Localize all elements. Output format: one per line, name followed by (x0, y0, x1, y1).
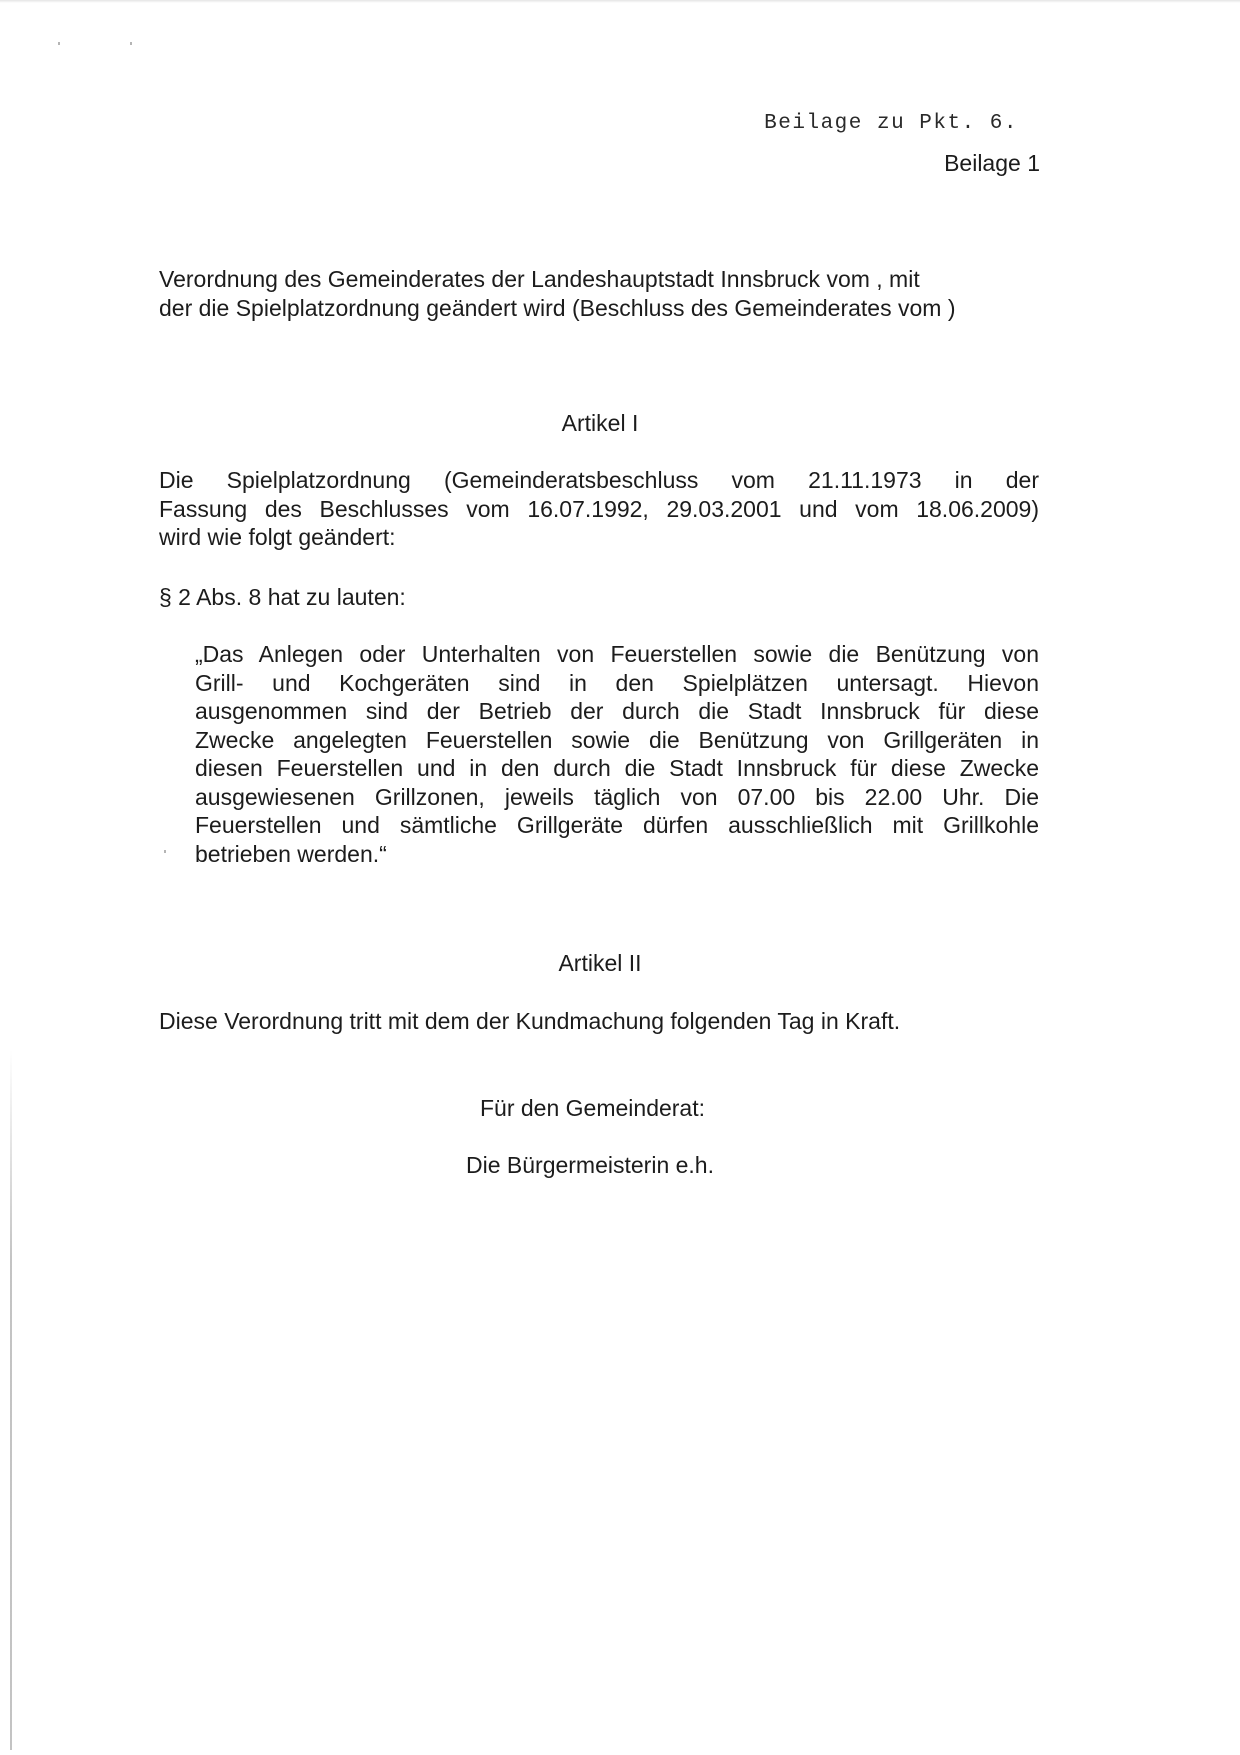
quote-line: ausgenommen sind der Betrieb der durch die Stadt Innsbruck für diese (195, 698, 1039, 724)
title-line: Verordnung des Gemeinderates der Landeshauptstadt Innsbruck vom , mit (159, 266, 920, 292)
quote-line: ausgewiesenen Grillzonen, jeweils täglich von 07.00 bis 22.00 Uhr. Die (195, 783, 1039, 810)
ordinance-title (159, 265, 1039, 322)
amendment-quote (195, 640, 1039, 868)
signature-mayor: Die Bürgermeisterin e.h. (466, 1152, 714, 1178)
scan-edge-left (10, 1050, 12, 1750)
article-2-heading: Artikel II (558, 950, 642, 976)
scan-speck (58, 42, 60, 45)
header-attachment: Beilage 1 (944, 150, 1040, 176)
scan-speck (164, 850, 166, 853)
signature-council: Für den Gemeinderat: (480, 1095, 706, 1121)
header-reference: Beilage zu Pkt. 6. (764, 112, 1018, 135)
intro-line: Fassung des Beschlusses vom 16.07.1992, 29.03.2001 und vom 18.06.2009) (159, 495, 1039, 522)
quote-line: Zwecke angelegten Feuerstellen sowie die Benützung von Grillgeräten in (195, 726, 1039, 753)
quote-line: diesen Feuerstellen und in den durch die Stadt Innsbruck für diese Zwecke (195, 755, 1039, 781)
article-2-text: Diese Verordnung tritt mit dem der Kundmachung folgenden Tag in Kraft. (159, 1008, 901, 1034)
section-reference: § 2 Abs. 8 hat zu lauten: (159, 584, 406, 610)
quote-line: Grill- und Kochgeräten sind in den Spielplätzen untersagt. Hievon (195, 669, 1039, 696)
article-1-heading: Artikel I (561, 410, 639, 436)
title-line: der die Spielplatzordnung geändert wird (Beschluss des Gemeinderates vom ) (159, 294, 956, 321)
scan-speck (130, 42, 132, 45)
quote-line: „Das Anlegen oder Unterhalten von Feuerstellen sowie die Benützung von (195, 641, 1039, 667)
scan-edge-top (0, 0, 1240, 3)
quote-line: Feuerstellen und sämtliche Grillgeräte dürfen ausschließlich mit Grillkohle (195, 812, 1039, 838)
intro-line: Die Spielplatzordnung (Gemeinderatsbeschluss vom 21.11.1973 in der (159, 467, 1039, 493)
intro-line: wird wie folgt geändert: (159, 524, 396, 550)
article-1-intro (159, 466, 1039, 552)
quote-line: betrieben werden.“ (195, 840, 387, 867)
